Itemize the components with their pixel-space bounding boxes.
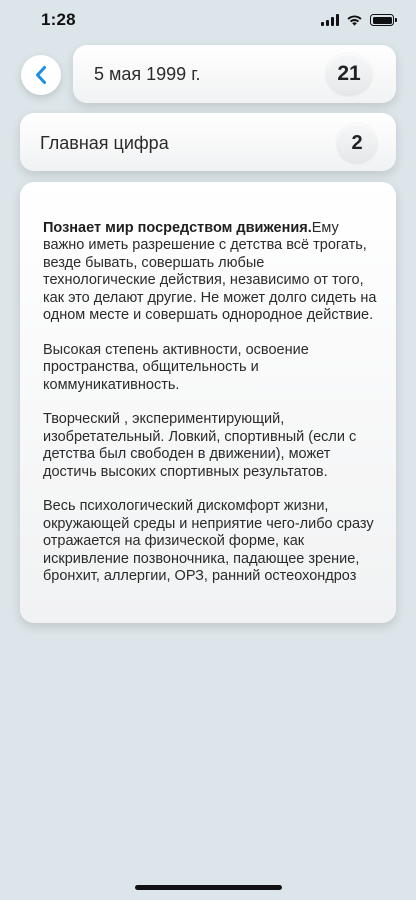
birth-date: 5 мая 1999 г. [94, 64, 201, 84]
description-lead-text: Ему важно иметь разрешение с детства всё трогать, везде бывать, совершать любые технологические действия, независимо от того, как это делают другие. Не может долго сидеть на одном месте и совершать однородное действие. [43, 220, 377, 324]
main-digit-badge: 2 [338, 124, 376, 162]
description-body [43, 220, 378, 603]
signal-icon [321, 14, 339, 26]
back-button[interactable] [21, 55, 61, 95]
description-lead: Познает мир посредством движения. [43, 220, 312, 236]
status-bar [0, 0, 416, 44]
main-digit-label: Главная цифра [40, 133, 169, 153]
battery-icon [370, 14, 394, 26]
description-card [20, 182, 396, 623]
description-paragraph-4: Весь психологический дискомфорт жизни, окружающей среды и неприятие чего-либо сразу отражается на физической форме, как искривление позвоночника, падающее зрение, бронхит, аллергии, ОРЗ, ранний остеохондроз [43, 498, 374, 585]
wifi-icon [346, 14, 363, 26]
description-paragraph-2: Высокая степень активности, освоение пространства, общительность и коммуникативность. [43, 341, 309, 393]
description-paragraph-1 [43, 220, 378, 324]
main-digit-card [20, 113, 396, 171]
home-indicator[interactable] [135, 885, 282, 890]
status-icons [321, 14, 394, 26]
status-time: 1:28 [41, 10, 76, 29]
date-card[interactable] [73, 45, 396, 103]
date-number-badge: 21 [327, 54, 371, 94]
chevron-left-icon [34, 65, 48, 85]
description-paragraph-3: Творческий , экспериментирующий, изобретательный. Ловкий, спортивный (если с детства был свободен в движении), может достичь высоких спортивных результатов. [43, 411, 357, 480]
